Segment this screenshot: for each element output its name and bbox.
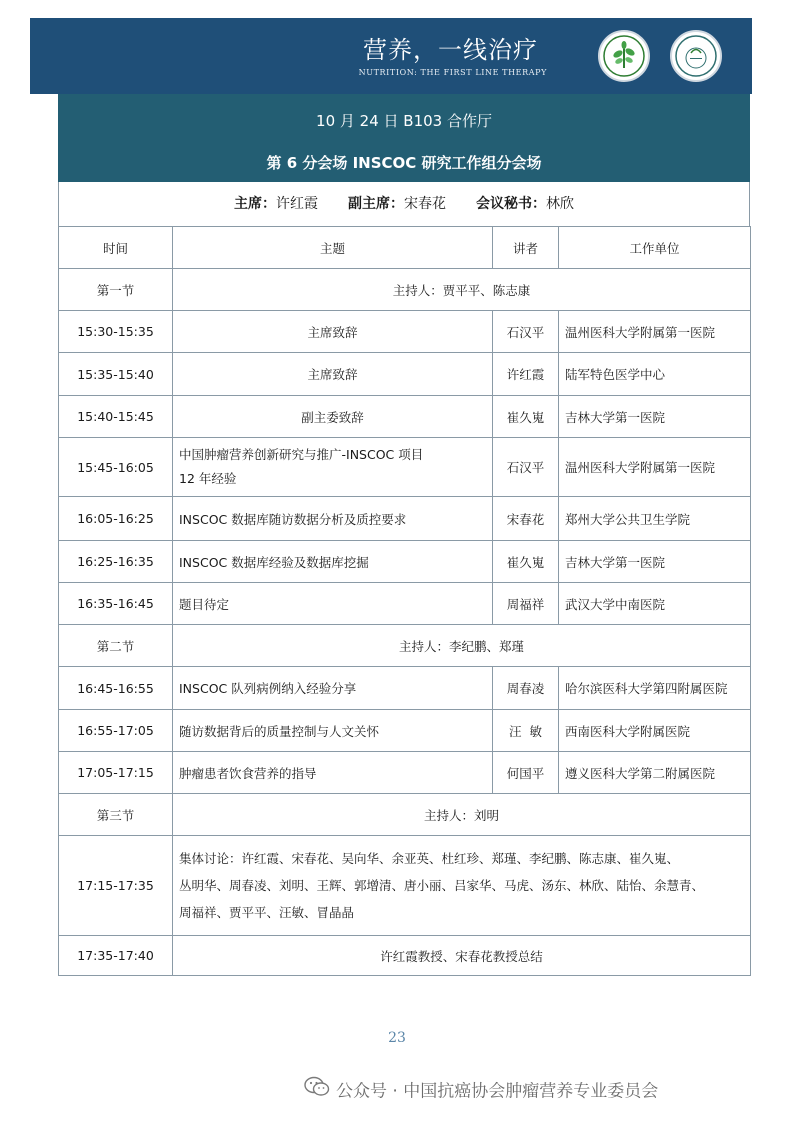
vice-chair-label: 副主席：: [348, 196, 404, 212]
row-unit: 陆军特色医学中心: [559, 353, 751, 396]
row-topic-line1: 中国肿瘤营养创新研究与推广-INSCOC 项目: [179, 447, 424, 462]
section-host: 主持人：贾平平、陈志康: [173, 269, 751, 311]
row-speaker: 石汉平: [493, 311, 559, 353]
header-topic: 主题: [173, 227, 493, 269]
row-topic: 主席致辞: [173, 311, 493, 353]
row-topic: 肿瘤患者饮食营养的指导: [173, 752, 493, 794]
row-speaker: 周福祥: [493, 583, 559, 625]
row-time: 15:35-15:40: [59, 353, 173, 396]
header-time: 时间: [59, 227, 173, 269]
footer-text: 公众号 · 中国抗癌协会肿瘤营养专业委员会: [336, 1081, 659, 1102]
row-speaker: 崔久嵬: [493, 541, 559, 583]
row-unit: 西南医科大学附属医院: [559, 710, 751, 752]
row-topic: [173, 438, 493, 497]
section-host: 主持人：李纪鹏、郑瑾: [173, 625, 751, 667]
banner-title: 营养，一线治疗: [363, 36, 538, 64]
discussion-participants: [173, 836, 751, 936]
row-speaker: 宋春花: [493, 497, 559, 541]
row-unit: 武汉大学中南医院: [559, 583, 751, 625]
table-row: [59, 667, 751, 710]
table-row: [59, 583, 751, 625]
row-time: 16:05-16:25: [59, 497, 173, 541]
session-venue-title: 第 6 分会场 INSCOC 研究工作组分会场: [266, 154, 542, 172]
session-date-room: 10 月 24 日 B103 合作厅: [316, 112, 492, 130]
table-row: [59, 438, 751, 497]
row-time: 16:55-17:05: [59, 710, 173, 752]
row-speaker: 何国平: [493, 752, 559, 794]
secretary-label: 会议秘书：: [476, 196, 546, 212]
session-header: [58, 94, 750, 182]
row-time: 15:45-16:05: [59, 438, 173, 497]
section-row: [59, 794, 751, 836]
row-time: 16:25-16:35: [59, 541, 173, 583]
section-row: [59, 625, 751, 667]
row-time: 15:40-15:45: [59, 396, 173, 438]
row-unit: 吉林大学第一医院: [559, 396, 751, 438]
discussion-line2: 丛明华、周春凌、刘明、王辉、郭增清、唐小丽、吕家华、马虎、汤东、林欣、陆怡、余慧青、: [179, 878, 705, 893]
chair-name: 许红霞: [276, 196, 318, 212]
table-row: [59, 353, 751, 396]
row-time: 17:15-17:35: [59, 836, 173, 936]
row-speaker: 许红霞: [493, 353, 559, 396]
top-banner: [30, 18, 752, 94]
row-unit: 郑州大学公共卫生学院: [559, 497, 751, 541]
table-row: [59, 311, 751, 353]
discussion-line1: 集体讨论：许红霞、宋春花、吴向华、余亚英、杜红珍、郑瑾、李纪鹏、陈志康、崔久嵬、: [179, 851, 680, 866]
table-header-row: [59, 227, 751, 269]
row-unit: 吉林大学第一医院: [559, 541, 751, 583]
closing-text: 许红霞教授、宋春花教授总结: [173, 936, 751, 976]
vice-chair-name: 宋春花: [404, 196, 446, 212]
table-row: [59, 541, 751, 583]
association-logo-icon: [598, 30, 650, 82]
schedule-table: [58, 226, 751, 976]
table-row: [59, 710, 751, 752]
row-topic: 主席致辞: [173, 353, 493, 396]
row-topic-line2: 12 年经验: [179, 471, 237, 486]
section-label: 第二节: [59, 625, 173, 667]
row-unit: 温州医科大学附属第一医院: [559, 438, 751, 497]
header-unit: 工作单位: [559, 227, 751, 269]
row-time: 16:45-16:55: [59, 667, 173, 710]
row-unit: 遵义医科大学第二附属医院: [559, 752, 751, 794]
header-speaker: 讲者: [493, 227, 559, 269]
row-topic: INSCOC 数据库经验及数据库挖掘: [173, 541, 493, 583]
table-row: [59, 752, 751, 794]
discussion-line3: 周福祥、贾平平、汪敏、冒晶晶: [179, 905, 355, 920]
discussion-row: [59, 836, 751, 936]
row-topic: 题目待定: [173, 583, 493, 625]
fti-logo-icon: [670, 30, 722, 82]
row-speaker: 石汉平: [493, 438, 559, 497]
row-time: 17:05-17:15: [59, 752, 173, 794]
row-speaker: 崔久嵬: [493, 396, 559, 438]
page-number: 23: [388, 1030, 406, 1046]
row-unit: 哈尔滨医科大学第四附属医院: [559, 667, 751, 710]
table-row: [59, 396, 751, 438]
row-time: 16:35-16:45: [59, 583, 173, 625]
row-topic: 随访数据背后的质量控制与人文关怀: [173, 710, 493, 752]
wechat-icon: [304, 1076, 330, 1107]
section-row: [59, 269, 751, 311]
chairs-row: [58, 182, 750, 226]
closing-row: [59, 936, 751, 976]
section-label: 第三节: [59, 794, 173, 836]
row-speaker: 周春凌: [493, 667, 559, 710]
row-time: 15:30-15:35: [59, 311, 173, 353]
section-host: 主持人：刘明: [173, 794, 751, 836]
row-topic: 副主委致辞: [173, 396, 493, 438]
row-time: 17:35-17:40: [59, 936, 173, 976]
table-row: [59, 497, 751, 541]
row-topic: INSCOC 队列病例纳入经验分享: [173, 667, 493, 710]
section-label: 第一节: [59, 269, 173, 311]
row-unit: 温州医科大学附属第一医院: [559, 311, 751, 353]
row-speaker: 汪 敏: [493, 710, 559, 752]
row-topic: INSCOC 数据库随访数据分析及质控要求: [173, 497, 493, 541]
wechat-footer: [304, 1076, 658, 1104]
chair-label: 主席：: [234, 196, 276, 212]
banner-subtitle: NUTRITION: THE FIRST LINE THERAPY: [358, 68, 547, 77]
secretary-name: 林欣: [546, 196, 574, 212]
